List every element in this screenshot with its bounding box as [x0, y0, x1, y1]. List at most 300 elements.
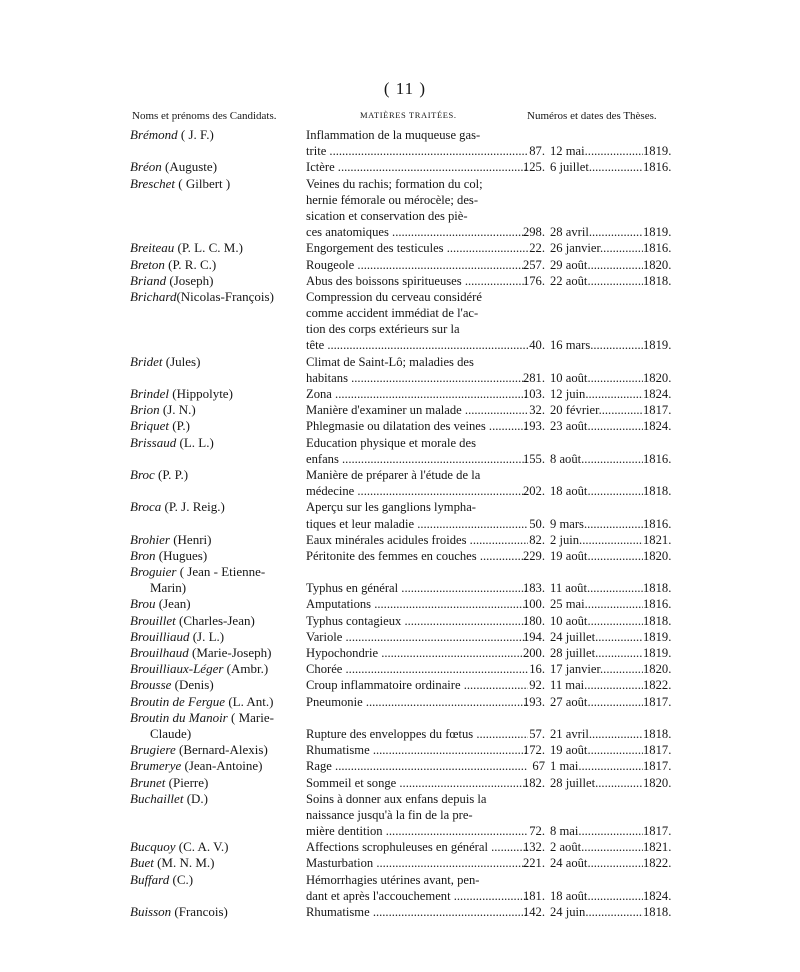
- thesis-number: 103.: [522, 387, 545, 401]
- candidate-surname: Brichard: [130, 288, 177, 304]
- thesis-number: 100.: [522, 597, 545, 612]
- thesis-number: 193.: [522, 694, 545, 709]
- thesis-subject-line: [306, 564, 528, 580]
- candidate-name: [130, 742, 300, 758]
- thesis-date: 10 août .....: [550, 370, 643, 386]
- thesis-date: 19 août .....: [550, 742, 643, 758]
- candidate-surname: Bucquoy: [130, 839, 176, 855]
- candidate-given-names: (C. A. V.): [175, 839, 229, 855]
- thesis-entry: [0, 904, 800, 920]
- thesis-subject-line: Hémorrhagies utérines avant, pen-: [306, 872, 480, 887]
- thesis-year: 1816.: [643, 451, 672, 466]
- thesis-year: 1820.: [643, 775, 672, 790]
- thesis-entry: [0, 386, 800, 402]
- candidate-given-names: (L. L.): [176, 434, 214, 450]
- candidate-surname: Bron: [130, 547, 156, 563]
- candidate-name: [130, 904, 300, 920]
- thesis-entry: [0, 661, 800, 677]
- candidate-given-names: (D.): [183, 790, 208, 806]
- thesis-number-date: [520, 402, 680, 418]
- thesis-list: [0, 127, 800, 920]
- candidate-name: [130, 257, 300, 273]
- thesis-date: 2 juin .....: [550, 532, 643, 548]
- header-subjects: MATIÈRES TRAITÉES.: [360, 110, 457, 120]
- thesis-date: 28 juillet .....: [550, 775, 643, 791]
- thesis-entry: [0, 629, 800, 645]
- thesis-year: 1817.: [643, 759, 672, 774]
- candidate-given-names: (P. P.): [154, 466, 189, 482]
- thesis-number: 193.: [522, 419, 545, 434]
- thesis-entry: [0, 467, 800, 499]
- thesis-number-date: [520, 855, 680, 871]
- thesis-subject-line: Veines du rachis; formation du col;: [306, 176, 483, 191]
- thesis-number-date: [520, 451, 680, 467]
- candidate-surname: Bréon: [130, 159, 162, 175]
- thesis-number: 87.: [529, 144, 545, 159]
- thesis-date: 20 février .....: [550, 402, 643, 418]
- thesis-year: 1824.: [643, 888, 672, 903]
- thesis-number-date: [520, 370, 680, 386]
- candidate-given-names: (Henri): [169, 531, 212, 547]
- thesis-date: 24 juin .....: [550, 904, 643, 920]
- thesis-date: 12 juin .....: [550, 386, 643, 402]
- thesis-year: 1821.: [643, 532, 672, 547]
- thesis-entry: [0, 694, 800, 710]
- thesis-subject-line: Rougeole .....: [306, 257, 528, 273]
- thesis-date: 18 août .....: [550, 483, 643, 499]
- thesis-entry: [0, 402, 800, 418]
- thesis-number-date: [520, 726, 680, 742]
- thesis-number-date: [520, 532, 680, 548]
- thesis-date: 29 août .....: [550, 257, 643, 273]
- candidate-name: [130, 629, 300, 645]
- candidate-given-names: (Jean): [155, 596, 191, 612]
- thesis-subject-line: habitans .....: [306, 370, 528, 386]
- candidate-name: [130, 694, 300, 710]
- thesis-date: 11 août .....: [550, 580, 643, 596]
- thesis-number: 22.: [529, 241, 545, 256]
- candidate-surname: Brion: [130, 402, 160, 418]
- thesis-date: 25 mai .....: [550, 596, 643, 612]
- candidate-surname: Breiteau: [130, 240, 175, 256]
- thesis-subject-line: Variole .....: [306, 629, 528, 645]
- thesis-entry: [0, 758, 800, 774]
- thesis-year: 1820.: [643, 548, 672, 563]
- candidate-given-names-continued: Claude): [150, 725, 192, 741]
- candidate-surname: Buchaillet: [130, 790, 184, 806]
- thesis-number-date: [520, 159, 680, 175]
- candidate-given-names: ( Gilbert ): [175, 175, 231, 191]
- thesis-date: 26 janvier .....: [550, 240, 643, 256]
- thesis-year: 1816.: [643, 516, 672, 531]
- thesis-subject-line: enfans .....: [306, 451, 528, 467]
- candidate-name: [130, 855, 300, 871]
- thesis-subject-line: Sommeil et songe .....: [306, 775, 528, 791]
- thesis-date: 21 avril .....: [550, 726, 643, 742]
- thesis-subject-line: Typhus contagieux .....: [306, 613, 528, 629]
- candidate-given-names: (Marie-Joseph): [188, 645, 272, 660]
- thesis-number-date: [520, 483, 680, 499]
- thesis-number: 82.: [529, 532, 545, 547]
- candidate-name: [130, 159, 300, 175]
- thesis-number: 257.: [522, 257, 545, 272]
- thesis-subject-line: tion des corps extérieurs sur la: [306, 322, 460, 337]
- candidate-surname: Breton: [130, 256, 165, 272]
- candidate-name: [130, 499, 300, 515]
- thesis-date: 28 avril .....: [550, 224, 643, 240]
- candidate-name: [130, 176, 300, 192]
- thesis-number: 57.: [529, 726, 545, 741]
- thesis-subject-line: Ictère .....: [306, 159, 528, 175]
- thesis-number-date: [520, 337, 680, 353]
- candidate-name: [130, 289, 300, 305]
- thesis-subject-line: [306, 710, 528, 726]
- thesis-number: 182.: [522, 775, 545, 790]
- thesis-subject-line: Croup inflammatoire ordinaire .....: [306, 677, 528, 693]
- thesis-date: 2 août .....: [550, 839, 643, 855]
- candidate-name: [130, 613, 300, 629]
- thesis-number: 50.: [529, 516, 545, 531]
- candidate-given-names: (Hippolyte): [169, 386, 233, 401]
- thesis-subject-line: Affections scrophuleuses en général .....: [306, 839, 528, 855]
- thesis-date: 23 août .....: [550, 418, 643, 434]
- thesis-subject-line: Phlegmasie ou dilatation des veines .....: [306, 418, 528, 434]
- thesis-subject-line: trite .....: [306, 143, 528, 159]
- candidate-name: [130, 791, 300, 807]
- thesis-number-date: [520, 273, 680, 289]
- thesis-subject-line: Typhus en général .....: [306, 580, 528, 596]
- candidate-given-names: (Denis): [171, 677, 214, 693]
- candidate-name: [130, 839, 300, 855]
- thesis-entry: [0, 240, 800, 256]
- candidate-given-names: ( Jean - Etienne-: [176, 564, 266, 580]
- thesis-number-date: [520, 677, 680, 693]
- thesis-number: 142.: [522, 905, 545, 919]
- thesis-number: 181.: [522, 888, 545, 903]
- thesis-entry: [0, 548, 800, 564]
- thesis-subject-line: hernie fémorale ou mérocèle; des-: [306, 192, 479, 207]
- thesis-number-date: [520, 629, 680, 645]
- thesis-date: 19 août .....: [550, 548, 643, 564]
- thesis-entry: [0, 775, 800, 791]
- thesis-entry: [0, 645, 800, 661]
- thesis-subject-line: Amputations .....: [306, 596, 528, 612]
- candidate-name: [130, 240, 300, 256]
- candidate-given-names: (Jean-Antoine): [181, 758, 263, 774]
- thesis-subject-line: dant et après l'accouchement .....: [306, 888, 528, 904]
- candidate-surname: Buisson: [130, 904, 172, 919]
- candidate-surname: Brumerye: [130, 758, 182, 774]
- thesis-year: 1818.: [643, 273, 672, 288]
- thesis-year: 1820.: [643, 370, 672, 385]
- thesis-number-date: [520, 240, 680, 256]
- thesis-year: 1819.: [643, 629, 672, 644]
- thesis-subject-line: comme accident immédiat de l'ac-: [306, 306, 479, 321]
- candidate-surname: Brouillet: [130, 612, 176, 628]
- candidate-name: [130, 710, 300, 742]
- thesis-number-date: [520, 904, 680, 920]
- thesis-number-date: [520, 742, 680, 758]
- candidate-given-names: (C.): [169, 871, 194, 887]
- candidate-surname: Brugiere: [130, 742, 176, 758]
- thesis-subject-line: Abus des boissons spiritueuses .....: [306, 273, 528, 289]
- thesis-subject-line: Compression du cerveau considéré: [306, 289, 482, 304]
- thesis-subject-line: naissance jusqu'à la fin de la pre-: [306, 807, 473, 822]
- thesis-entry: [0, 564, 800, 596]
- thesis-number-date: [520, 758, 680, 774]
- header-numbers: Numéros et dates des Thèses.: [527, 110, 657, 122]
- thesis-number-date: [520, 418, 680, 434]
- thesis-subject-line: Rupture des enveloppes du fœtus .....: [306, 726, 528, 742]
- thesis-subject-line: Manière d'examiner un malade .....: [306, 402, 528, 418]
- thesis-entry: [0, 742, 800, 758]
- thesis-number: 40.: [529, 338, 545, 353]
- candidate-name: [130, 758, 300, 774]
- candidate-name: [130, 775, 300, 791]
- thesis-number-date: [520, 613, 680, 629]
- candidate-surname: Briand: [130, 272, 167, 288]
- candidate-name: [130, 872, 300, 888]
- thesis-number: 200.: [522, 646, 545, 660]
- thesis-subject-line: Soins à donner aux enfans depuis la: [306, 791, 487, 806]
- thesis-number-date: [520, 596, 680, 612]
- candidate-name: [130, 273, 300, 289]
- candidate-surname: Buet: [130, 855, 154, 871]
- thesis-entry: [0, 855, 800, 871]
- candidate-surname: Bridet: [130, 353, 163, 369]
- thesis-year: 1820.: [643, 662, 672, 677]
- candidate-given-names-continued: Marin): [150, 580, 187, 596]
- thesis-number-date: [520, 775, 680, 791]
- candidate-surname: Brindel: [130, 386, 169, 401]
- thesis-entry: [0, 532, 800, 548]
- thesis-subject-line: Inflammation de la muqueuse gas-: [306, 128, 481, 142]
- thesis-number: 67: [532, 759, 545, 774]
- thesis-number: 180.: [522, 613, 545, 628]
- thesis-number: 202.: [522, 484, 545, 499]
- thesis-number-date: [520, 694, 680, 710]
- candidate-given-names: (M. N. M.): [153, 855, 215, 871]
- candidate-name: [130, 127, 300, 143]
- candidate-name: [130, 386, 300, 402]
- candidate-name: [130, 402, 300, 418]
- thesis-number: 221.: [522, 856, 545, 871]
- candidate-given-names: (L. Ant.): [225, 693, 274, 709]
- candidate-surname: Briquet: [130, 418, 169, 434]
- thesis-subject-line: Chorée .....: [306, 661, 528, 677]
- candidate-given-names: (P. J. Reig.): [161, 499, 225, 515]
- candidate-surname: Brunet: [130, 774, 166, 790]
- thesis-year: 1817.: [643, 694, 672, 709]
- header-names: Noms et prénoms des Candidats.: [132, 110, 277, 122]
- candidate-given-names: (Jules): [162, 353, 201, 369]
- thesis-date: 22 août .....: [550, 273, 643, 289]
- thesis-number: 298.: [522, 225, 545, 240]
- thesis-date: 8 août .....: [550, 451, 643, 467]
- thesis-entry: [0, 791, 800, 840]
- thesis-year: 1818.: [643, 726, 672, 741]
- thesis-date: 24 août .....: [550, 855, 643, 871]
- thesis-subject-line: Masturbation .....: [306, 855, 528, 871]
- candidate-given-names: (Francois): [171, 904, 228, 919]
- thesis-date: 12 mai .....: [550, 143, 643, 159]
- thesis-entry: [0, 435, 800, 467]
- thesis-number: 194.: [522, 629, 545, 644]
- thesis-entry: [0, 613, 800, 629]
- candidate-name: [130, 418, 300, 434]
- thesis-subject-line: Aperçu sur les ganglions lympha-: [306, 500, 476, 515]
- thesis-number: 281.: [522, 370, 545, 385]
- candidate-given-names: (P. R. C.): [164, 256, 217, 272]
- thesis-subject-line: Zona .....: [306, 386, 528, 402]
- thesis-number: 132.: [522, 840, 545, 855]
- thesis-year: 1824.: [643, 387, 672, 401]
- thesis-number: 32.: [529, 403, 545, 418]
- thesis-number-date: [520, 839, 680, 855]
- thesis-entry: [0, 257, 800, 273]
- candidate-surname: Broca: [130, 499, 162, 515]
- thesis-date: 10 août .....: [550, 613, 643, 629]
- thesis-date: 18 août .....: [550, 888, 643, 904]
- candidate-name: [130, 677, 300, 693]
- thesis-number: 155.: [522, 451, 545, 466]
- thesis-subject-line: Pneumonie .....: [306, 694, 528, 710]
- thesis-date: 8 mai .....: [550, 823, 643, 839]
- candidate-name: [130, 564, 300, 596]
- thesis-number-date: [520, 823, 680, 839]
- candidate-given-names: (P. L. C. M.): [174, 240, 243, 256]
- candidate-name: [130, 596, 300, 612]
- thesis-date: 11 mai .....: [550, 677, 643, 693]
- thesis-number-date: [520, 257, 680, 273]
- thesis-subject-line: Climat de Saint-Lô; maladies des: [306, 354, 474, 369]
- thesis-number-date: [520, 386, 680, 402]
- candidate-surname: Broutin du Manoir: [130, 709, 228, 725]
- thesis-number: 125.: [522, 160, 545, 175]
- candidate-name: [130, 548, 300, 564]
- candidate-name: [130, 661, 300, 677]
- thesis-subject-line: Engorgement des testicules .....: [306, 240, 528, 256]
- candidate-given-names: (P.): [169, 418, 190, 434]
- thesis-date: 6 juillet .....: [550, 159, 643, 175]
- thesis-subject-line: sication et conservation des piè-: [306, 208, 468, 223]
- thesis-date: 1 mai .....: [550, 758, 643, 774]
- thesis-entry: [0, 677, 800, 693]
- candidate-surname: Broc: [130, 466, 155, 482]
- thesis-subject-line: Hypochondrie .....: [306, 645, 528, 661]
- candidate-name: [130, 645, 300, 661]
- thesis-year: 1819.: [643, 144, 672, 159]
- thesis-date: 16 mars .....: [550, 337, 643, 353]
- thesis-number: 229.: [522, 548, 545, 563]
- thesis-subject-line: Manière de préparer à l'étude de la: [306, 467, 481, 482]
- thesis-year: 1819.: [643, 225, 672, 240]
- thesis-subject-line: Eaux minérales acidules froides .....: [306, 532, 528, 548]
- thesis-year: 1822.: [643, 678, 672, 693]
- thesis-subject-line: Education physique et morale des: [306, 435, 476, 450]
- thesis-number: 183.: [522, 581, 545, 596]
- thesis-entry: [0, 289, 800, 354]
- thesis-subject-line: médecine .....: [306, 483, 528, 499]
- candidate-given-names: ( J. F.): [177, 127, 214, 142]
- thesis-entry: [0, 418, 800, 434]
- candidate-surname: Broguier: [130, 564, 177, 580]
- thesis-number: 172.: [522, 743, 545, 758]
- candidate-given-names: (J. N.): [159, 402, 196, 418]
- candidate-given-names: (Pierre): [165, 774, 209, 790]
- thesis-number-date: [520, 548, 680, 564]
- thesis-entry: [0, 273, 800, 289]
- candidate-name: [130, 354, 300, 370]
- candidate-given-names: (Ambr.): [223, 661, 269, 677]
- candidate-surname: Broutin de Fergue: [130, 693, 226, 709]
- candidate-surname: Breschet: [130, 175, 175, 191]
- thesis-subject-line: Rhumatisme .....: [306, 742, 528, 758]
- candidate-surname: Brissaud: [130, 434, 177, 450]
- thesis-date: 9 mars .....: [550, 516, 643, 532]
- thesis-entry: [0, 710, 800, 742]
- thesis-year: 1820.: [643, 257, 672, 272]
- candidate-surname: Brouilliaux-Léger: [130, 661, 224, 677]
- thesis-date: 27 août .....: [550, 694, 643, 710]
- thesis-year: 1817.: [643, 403, 672, 418]
- page-number: ( 11 ): [383, 79, 427, 98]
- candidate-surname: Brohier: [130, 531, 170, 547]
- thesis-number: 92.: [529, 678, 545, 693]
- candidate-given-names: (Nicolas-François): [176, 288, 274, 304]
- thesis-year: 1818.: [643, 484, 672, 499]
- candidate-surname: Brousse: [130, 677, 172, 693]
- thesis-date: 24 juillet .....: [550, 629, 643, 645]
- candidate-surname: Brou: [130, 596, 156, 612]
- thesis-date: 17 janvier .....: [550, 661, 643, 677]
- candidate-name: [130, 532, 300, 548]
- candidate-name: [130, 435, 300, 451]
- thesis-year: 1816.: [643, 160, 672, 175]
- candidate-surname: Brouilliaud: [130, 628, 190, 644]
- thesis-year: 1819.: [643, 338, 672, 353]
- thesis-year: 1821.: [643, 840, 672, 855]
- thesis-year: 1819.: [643, 646, 672, 660]
- thesis-year: 1816.: [643, 597, 672, 612]
- thesis-year: 1822.: [643, 856, 672, 871]
- thesis-number: 176.: [522, 273, 545, 288]
- thesis-year: 1824.: [643, 419, 672, 434]
- thesis-entry: [0, 354, 800, 386]
- thesis-subject-line: Rhumatisme .....: [306, 904, 528, 920]
- candidate-given-names: (Hugues): [155, 547, 208, 563]
- thesis-entry: [0, 127, 800, 159]
- thesis-entry: [0, 596, 800, 612]
- candidate-surname: Buffard: [130, 871, 170, 887]
- candidate-given-names: (J. L.): [189, 628, 225, 644]
- candidate-name: [130, 467, 300, 483]
- thesis-year: 1816.: [643, 241, 672, 256]
- thesis-number-date: [520, 888, 680, 904]
- thesis-number: 16.: [529, 662, 545, 677]
- candidate-given-names: (Joseph): [166, 272, 214, 288]
- candidate-given-names: (Charles-Jean): [175, 612, 255, 628]
- thesis-year: 1817.: [643, 824, 672, 839]
- thesis-subject-line: Péritonite des femmes en couches .....: [306, 548, 528, 564]
- thesis-entry: [0, 159, 800, 175]
- thesis-subject-line: ces anatomiques .....: [306, 224, 528, 240]
- thesis-subject-line: tiques et leur maladie .....: [306, 516, 528, 532]
- thesis-year: 1818.: [643, 905, 672, 919]
- thesis-entry: [0, 176, 800, 241]
- thesis-year: 1818.: [643, 581, 672, 596]
- thesis-number: 72.: [529, 824, 545, 839]
